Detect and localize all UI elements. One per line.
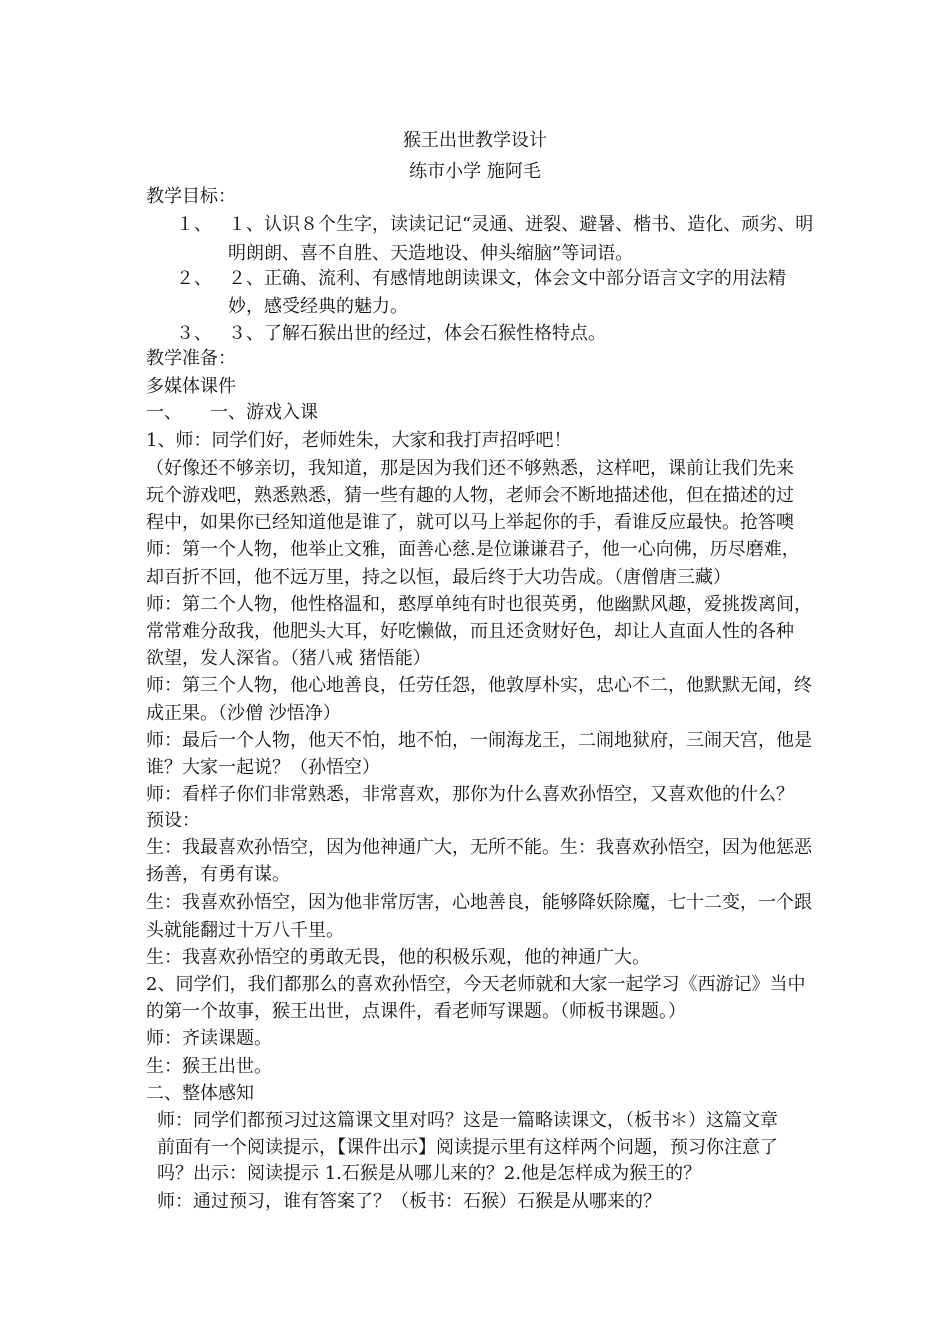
body-line: 玩个游戏吧，熟悉熟悉，猜一些有趣的人物，老师会不断地描述他，但在描述的过 <box>146 485 794 506</box>
body-line: 吗？出示：阅读提示 1.石猴是从哪儿来的？2.他是怎样成为猴王的？ <box>157 1163 702 1184</box>
section-heading: 二、整体感知 <box>146 1083 254 1104</box>
body-line: 成正果。（沙僧 沙悟净） <box>146 703 341 724</box>
body-line: 常常难分敌我，他肥头大耳，好吃懒做，而且还贪财好色，却让人直面人性的各种 <box>146 621 794 642</box>
body-line: 师：通过预习，谁有答案了？（板书：石猴）石猴是从哪来的？ <box>157 1191 661 1212</box>
section-number: 一、 <box>146 402 182 423</box>
objective-line: １、认识８个生字，读读记记“灵通、迸裂、避暑、楷书、造化、顽劣、明 <box>228 214 814 235</box>
body-line: 的第一个故事，猴王出世，点课件，看老师写课题。（师板书课题。） <box>146 1001 686 1022</box>
body-line: 生：我喜欢孙悟空的勇敢无畏，他的积极乐观，他的神通广大。 <box>146 947 650 968</box>
body-line: 欲望，发人深省。（猪八戒 猪悟能） <box>146 648 431 669</box>
objective-number: ３、 <box>176 323 212 344</box>
body-line: 2、同学们，我们都那么的喜欢孙悟空，今天老师就和大家一起学习《西游记》当中 <box>146 974 806 995</box>
body-line: 师：最后一个人物，他天不怕，地不怕，一闹海龙王，二闹地狱府，三闹天宫，他是 <box>146 730 812 751</box>
body-line: 却百折不回，他不远万里，持之以恒，最后终于大功告成。（唐僧唐三藏） <box>146 567 731 588</box>
body-line: 生：我最喜欢孙悟空，因为他神通广大，无所不能。生：我喜欢孙悟空，因为他惩恶 <box>146 837 812 858</box>
body-line: 谁？大家一起说？（孙悟空） <box>146 757 380 778</box>
objective-line: 妙，感受经典的魅力。 <box>228 296 408 317</box>
objective-line: ２、正确、流利、有感情地朗读课文，体会文中部分语言文字的用法精 <box>228 268 786 289</box>
section-heading: 一、游戏入课 <box>210 402 318 423</box>
body-line: 师：第一个人物，他举止文雅，面善心慈.是位谦谦君子，他一心向佛，历尽磨难， <box>146 539 800 560</box>
body-line: 前面有一个阅读提示，【课件出示】阅读提示里有这样两个问题，预习你注意了 <box>157 1137 778 1158</box>
body-line: 师：第二个人物，他性格温和，憨厚单纯有时也很英勇，他幽默风趣，爱挑拨离间， <box>146 594 812 615</box>
document-author: 练市小学 施阿毛 <box>409 161 541 182</box>
body-line: 程中，如果你已经知道他是谁了，就可以马上举起你的手，看谁反应最快。抢答噢 <box>146 512 794 533</box>
body-line: 师：同学们都预习过这篇课文里对吗？这是一篇略读课文，（板书＊）这篇文章 <box>157 1110 778 1131</box>
prep-content: 多媒体课件 <box>146 376 236 397</box>
objective-line: ３、了解石猴出世的经过，体会石猴性格特点。 <box>228 323 606 344</box>
objectives-heading: 教学目标： <box>146 186 236 207</box>
body-line: 头就能翻过十万八千里。 <box>146 920 344 941</box>
objective-line: 明朗朗、喜不自胜、天造地设、伸头缩脑”等词语。 <box>228 243 634 264</box>
body-line: 师：第三个人物，他心地善良，任劳任怨，他敦厚朴实，忠心不二，他默默无闻，终 <box>146 675 812 696</box>
objective-number: ２、 <box>176 268 212 289</box>
body-line: 预设： <box>146 810 200 831</box>
prep-heading: 教学准备： <box>146 348 236 369</box>
body-line: 生：我喜欢孙悟空，因为他非常厉害，心地善良，能够降妖除魔，七十二变，一个跟 <box>146 892 812 913</box>
objective-number: １、 <box>176 214 212 235</box>
document-title: 猴王出世教学设计 <box>403 130 547 151</box>
body-line: 师：看样子你们非常熟悉，非常喜欢，那你为什么喜欢孙悟空，又喜欢他的什么？ <box>146 784 794 805</box>
body-line: （好像还不够亲切，我知道，那是因为我们还不够熟悉，这样吧，课前让我们先来 <box>146 458 794 479</box>
body-line: 师：齐读课题。 <box>146 1028 272 1049</box>
body-line: 1、师：同学们好，老师姓朱，大家和我打声招呼吧！ <box>146 430 572 451</box>
body-line: 生：猴王出世。 <box>146 1056 272 1077</box>
body-line: 扬善，有勇有谋。 <box>146 864 290 885</box>
